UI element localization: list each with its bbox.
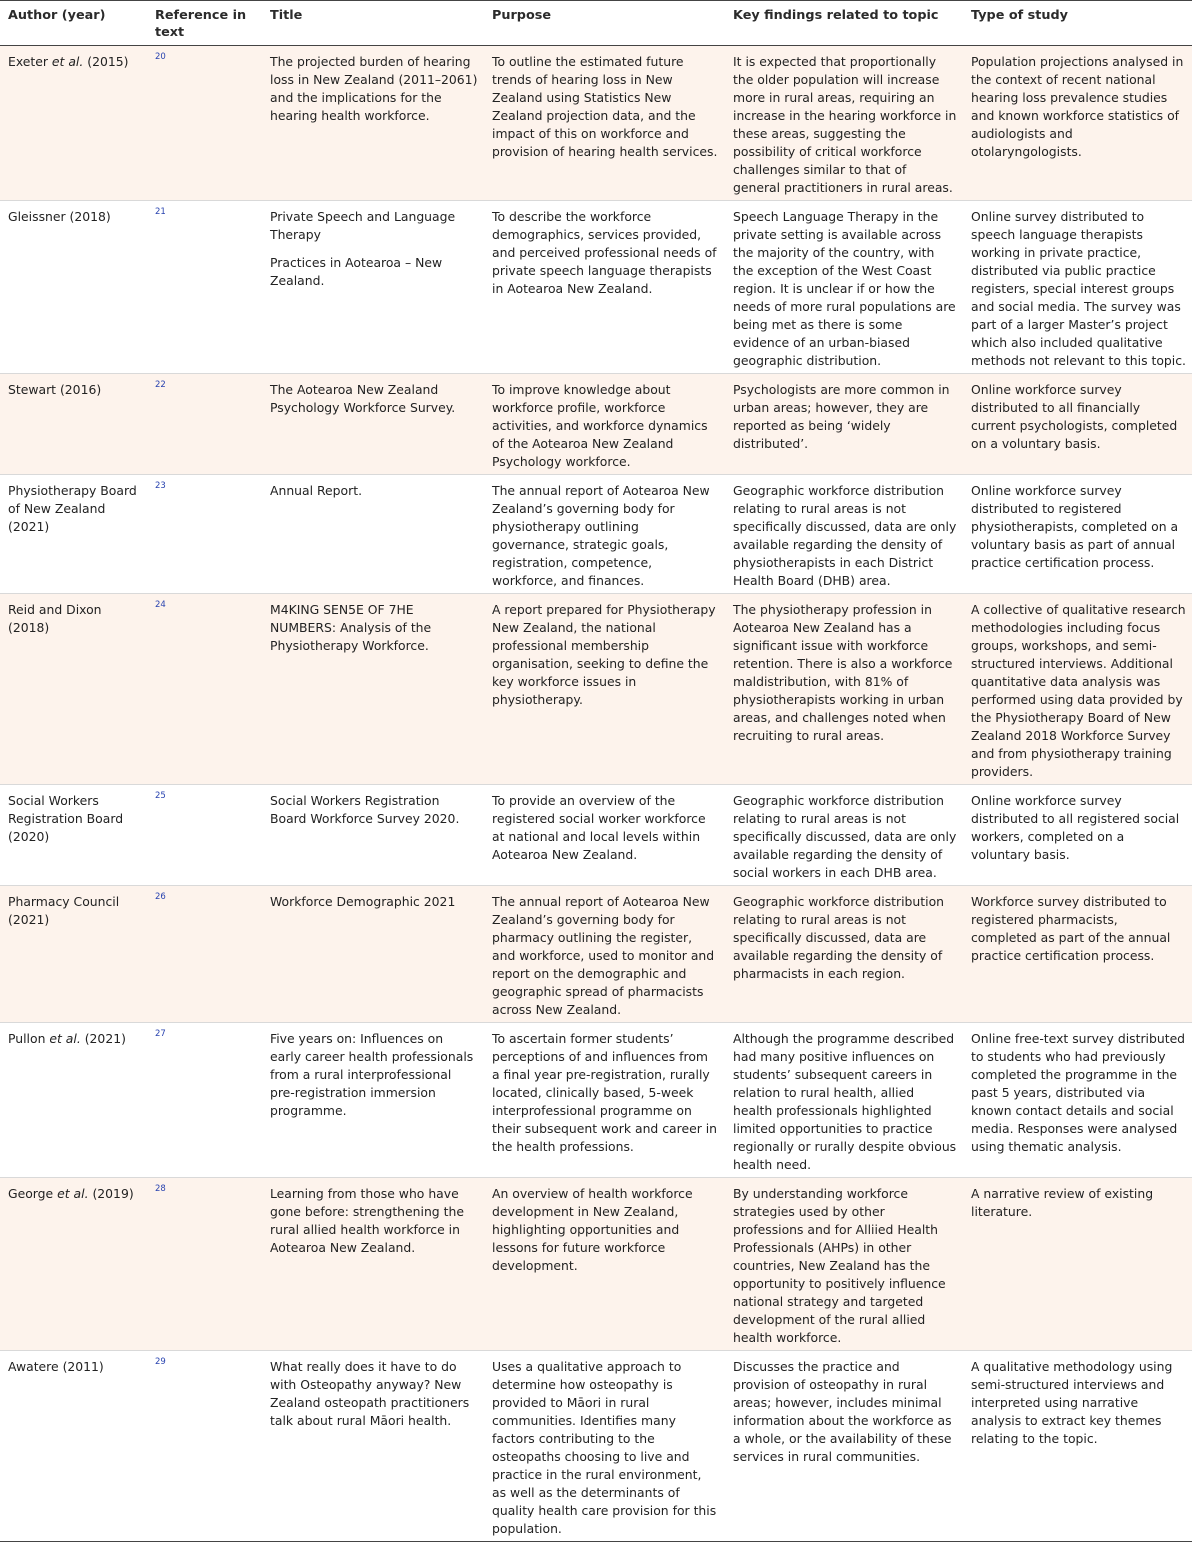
author-year: (2015) [83, 54, 129, 69]
header-row [0, 1, 1192, 46]
reference-link[interactable]: 22 [155, 380, 166, 390]
cell-title [262, 886, 484, 1023]
table-row [0, 475, 1192, 594]
header-author: Author (year) [0, 1, 147, 46]
cell-title [262, 475, 484, 594]
table-row [0, 886, 1192, 1023]
cell-author [0, 374, 147, 475]
author-name: George [8, 1186, 58, 1201]
author-year: (2019) [88, 1186, 134, 1201]
author-name: Reid and Dixon (2018) [8, 602, 102, 635]
cell-title [262, 1178, 484, 1351]
cell-study-type: A collective of qualitative research methodologies including focus groups, workshops, and semi-structured interviews. Additional quantitative data analysis was performed using data provided by the Physiotherapy Board of New Zealand 2018 Workforce Survey and from physiotherapy training providers. [971, 602, 1186, 779]
table-row [0, 46, 1192, 201]
header-study-type: Type of study [963, 1, 1192, 46]
cell-findings: Speech Language Therapy in the private setting is available across the majority of the country, with the exception of the West Coast region. It is unclear if or how the needs of more rural populations are being met as there is some evidence of an urban-biased geographic distribution. [733, 209, 956, 368]
cell-author [0, 1351, 147, 1542]
table-body [0, 46, 1192, 1542]
cell-study-type: Online workforce survey distributed to registered physiotherapists, completed on a voluntary basis as part of annual practice certification process. [971, 483, 1179, 570]
title-paragraph: Private Speech and Language Therapy [270, 209, 456, 242]
title-paragraph: Workforce Demographic 2021 [270, 894, 456, 909]
title-paragraph: Practices in Aotearoa – New Zealand. [270, 255, 443, 288]
cell-title [262, 1351, 484, 1542]
header-purpose: Purpose [484, 1, 725, 46]
cell-findings: It is expected that proportionally the older population will increase more in rural areas, requiring an increase in the hearing workforce in these areas, suggesting the possibility of critical workforce challenges similar to that of general practitioners in rural areas. [733, 54, 957, 195]
title-paragraph: Learning from those who have gone before: strengthening the rural allied health workforce in Aotearoa New Zealand. [270, 1186, 464, 1255]
cell-findings: Psychologists are more common in urban areas; however, they are reported as being ‘widely distributed’. [733, 382, 950, 451]
author-name: Gleissner (2018) [8, 209, 111, 224]
table-row [0, 201, 1192, 374]
author-year: (2021) [80, 1031, 126, 1046]
cell-title [262, 594, 484, 785]
title-paragraph: Annual Report. [270, 483, 363, 498]
cell-purpose: An overview of health workforce development in New Zealand, highlighting opportunities and lessons for future workforce development. [492, 1186, 693, 1273]
author-name: Exeter [8, 54, 52, 69]
title-paragraph: The Aotearoa New Zealand Psychology Workforce Survey. [270, 382, 456, 415]
cell-findings: The physiotherapy profession in Aotearoa New Zealand has a significant issue with workforce retention. There is also a workforce maldistribution, with 81% of physiotherapists working in urban areas, and challenges noted when recruiting to rural areas. [733, 602, 953, 743]
author-name: Pullon [8, 1031, 50, 1046]
reference-link[interactable]: 20 [155, 52, 166, 62]
cell-findings: Geographic workforce distribution relating to rural areas is not specifically discussed, data are only available regarding the density of social workers in each DHB area. [733, 793, 957, 880]
reference-link[interactable]: 24 [155, 600, 166, 610]
reference-link[interactable]: 28 [155, 1184, 166, 1194]
table-row [0, 1023, 1192, 1178]
title-paragraph: Five years on: Influences on early career health professionals from a rural interprofessional pre-registration immersion programme. [270, 1031, 474, 1118]
cell-study-type: Online workforce survey distributed to all registered social workers, completed on a voluntary basis. [971, 793, 1180, 862]
cell-findings: Geographic workforce distribution relating to rural areas is not specifically discussed, data are available regarding the density of pharmacists in each region. [733, 894, 945, 981]
cell-purpose: A report prepared for Physiotherapy New Zealand, the national professional membership organisation, seeking to define the key workforce issues in physiotherapy. [492, 602, 716, 707]
cell-study-type: A narrative review of existing literature. [971, 1186, 1154, 1219]
cell-study-type: A qualitative methodology using semi-structured interviews and interpreted using narrative analysis to extract key themes relating to the topic. [971, 1359, 1173, 1446]
reference-link[interactable]: 23 [155, 481, 166, 491]
table-header [0, 1, 1192, 46]
cell-title [262, 785, 484, 886]
cell-study-type: Workforce survey distributed to registered pharmacists, completed as part of the annual practice certification process. [971, 894, 1171, 963]
table-row [0, 1351, 1192, 1542]
header-title: Title [262, 1, 484, 46]
cell-author [0, 475, 147, 594]
cell-purpose: To describe the workforce demographics, services provided, and perceived professional needs of private speech language therapists in Aotearoa New Zealand. [492, 209, 717, 296]
author-et-al: et al. [57, 1186, 89, 1201]
cell-author [0, 201, 147, 374]
title-paragraph: M4KING SEN5E OF 7HE NUMBERS: Analysis of the Physiotherapy Workforce. [270, 602, 432, 653]
header-findings: Key findings related to topic [725, 1, 963, 46]
cell-purpose: The annual report of Aotearoa New Zealand’s governing body for physiotherapy outlining governance, strategic goals, registration, competence, workforce, and finances. [492, 483, 710, 588]
cell-study-type: Population projections analysed in the context of recent national hearing loss prevalence studies and known workforce statistics of audiologists and otolaryngologists. [971, 54, 1184, 159]
reference-link[interactable]: 25 [155, 791, 166, 801]
author-name: Physiotherapy Board of New Zealand (2021) [8, 483, 137, 534]
cell-purpose: The annual report of Aotearoa New Zealand’s governing body for pharmacy outlining the register, and workforce, used to monitor and report on the demographic and geographic spread of pharmacists across New Zealand. [492, 894, 715, 1017]
header-reference: Reference in text [147, 1, 262, 46]
author-name: Awatere (2011) [8, 1359, 104, 1374]
cell-purpose: Uses a qualitative approach to determine how osteopathy is provided to Māori in rural communities. Identifies many factors contributing to the osteopaths choosing to live and practice in the rural environment, as well as the determinants of quality health care provision for this population. [492, 1359, 717, 1536]
cell-author [0, 1178, 147, 1351]
cell-findings: Discusses the practice and provision of osteopathy in rural areas; however, includes minimal information about the workforce as a whole, or the availability of these services in rural communities. [733, 1359, 952, 1464]
cell-author [0, 785, 147, 886]
author-name: Stewart (2016) [8, 382, 102, 397]
author-et-al: et al. [51, 54, 84, 69]
cell-title [262, 374, 484, 475]
reference-link[interactable]: 26 [155, 892, 166, 902]
cell-author [0, 46, 147, 201]
title-paragraph: The projected burden of hearing loss in New Zealand (2011–2061) and the implications for the hearing health workforce. [270, 54, 478, 123]
cell-title [262, 201, 484, 374]
reference-link[interactable]: 29 [155, 1357, 166, 1367]
reference-link[interactable]: 21 [155, 207, 166, 217]
cell-title [262, 46, 484, 201]
cell-title [262, 1023, 484, 1178]
cell-findings: Although the programme described had many positive influences on students’ subsequent careers in relation to rural health, allied health professionals highlighted limited opportunities to practice regionally or rurally despite obvious health need. [733, 1031, 957, 1172]
cell-author [0, 594, 147, 785]
table-row [0, 374, 1192, 475]
title-paragraph: Social Workers Registration Board Workforce Survey 2020. [270, 793, 460, 826]
cell-purpose: To outline the estimated future trends of hearing loss in New Zealand using Statistics New Zealand projection data, and the impact of this on workforce and provision of hearing health services. [492, 54, 718, 159]
author-name: Social Workers Registration Board (2020) [8, 793, 124, 844]
cell-study-type: Online survey distributed to speech language therapists working in private practice, distributed via public practice registers, special interest groups and social media. The survey was part of a larger Master’s project which also included qualitative methods not relevant to this topic. [971, 209, 1186, 368]
table-row [0, 785, 1192, 886]
cell-purpose: To provide an overview of the registered social worker workforce at national and local levels within Aotearoa New Zealand. [492, 793, 706, 862]
table-row [0, 594, 1192, 785]
author-name: Pharmacy Council (2021) [8, 894, 120, 927]
cell-study-type: Online workforce survey distributed to all financially current psychologists, completed on a voluntary basis. [971, 382, 1178, 451]
cell-study-type: Online free-text survey distributed to students who had previously completed the programme in the past 5 years, distributed via known contact details and social media. Responses were analysed using thematic analysis. [971, 1031, 1186, 1154]
cell-findings: By understanding workforce strategies used by other professions and for Alliied Health Professionals (AHPs) in other countries, New Zealand has the opportunity to positively influence national strategy and targeted development of the rural allied health workforce. [733, 1186, 946, 1345]
reference-link[interactable]: 27 [155, 1029, 166, 1039]
cell-author [0, 1023, 147, 1178]
table-row [0, 1178, 1192, 1351]
cell-author [0, 886, 147, 1023]
cell-findings: Geographic workforce distribution relating to rural areas is not specifically discussed, data are only available regarding the density of physiotherapists in each District Health Board (DHB) area. [733, 483, 957, 588]
cell-purpose: To ascertain former students’ perceptions of and influences from a final year pre-registration, rurally located, clinically based, 5-week interprofessional programme on their subsequent work and career in the health professions. [492, 1031, 718, 1154]
author-et-al: et al. [49, 1031, 81, 1046]
title-paragraph: What really does it have to do with Osteopathy anyway? New Zealand osteopath practitioners talk about rural Māori health. [270, 1359, 470, 1428]
cell-purpose: To improve knowledge about workforce profile, workforce activities, and workforce dynamics of the Aotearoa New Zealand Psychology workforce. [492, 382, 708, 469]
